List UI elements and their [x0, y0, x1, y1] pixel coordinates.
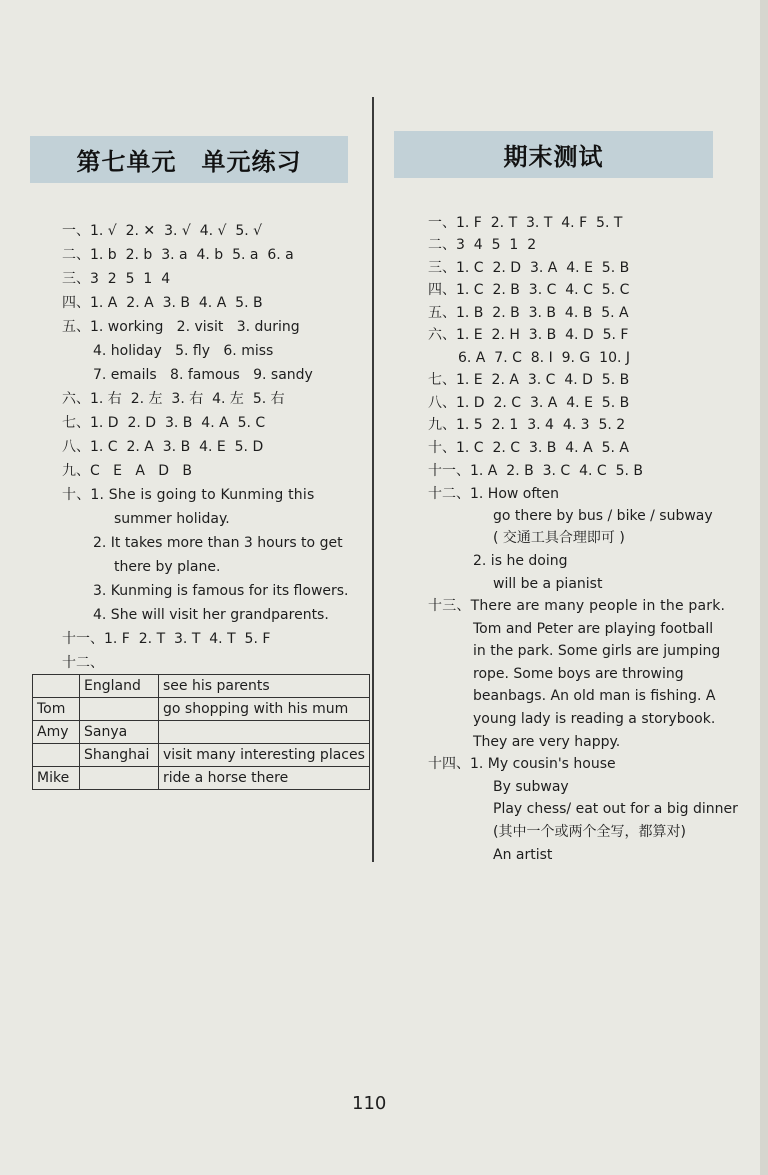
- final-test-title: 期末测试: [394, 131, 713, 178]
- answer-line: Play chess/ eat out for a big dinner: [493, 801, 738, 817]
- answer-line: 一、1. √ 2. ✕ 3. √ 4. √ 5. √: [62, 223, 263, 239]
- answer-line: 十二、1. How often: [428, 486, 560, 502]
- answer-line: 4. She will visit her grandparents.: [93, 607, 329, 623]
- table-row: [33, 721, 370, 744]
- table-cell: Amy: [33, 721, 80, 744]
- table-cell: [80, 698, 159, 721]
- answer-line: 一、1. F 2. T 3. T 4. F 5. T: [428, 215, 623, 231]
- answer-line: 十一、1. F 2. T 3. T 4. T 5. F: [62, 631, 271, 647]
- answer-line: 6. A 7. C 8. I 9. G 10. J: [458, 350, 631, 366]
- answer-line: go there by bus / bike / subway: [493, 508, 713, 524]
- answer-line: 十二、: [62, 655, 104, 671]
- answer-line: 二、3 4 5 1 2: [428, 237, 537, 253]
- table-cell: England: [80, 675, 159, 698]
- answer-line: 五、1. working 2. visit 3. during: [62, 319, 300, 335]
- answer-line: in the park. Some girls are jumping: [473, 643, 721, 659]
- answer-line: there by plane.: [114, 559, 221, 575]
- answer-line: 四、1. A 2. A 3. B 4. A 5. B: [62, 295, 263, 311]
- answer-line: will be a pianist: [493, 576, 603, 592]
- answer-line: young lady is reading a storybook.: [473, 711, 716, 727]
- answer-line: 九、1. 5 2. 1 3. 4 4. 3 5. 2: [428, 417, 626, 433]
- answer-line: By subway: [493, 779, 569, 795]
- table-row: [33, 767, 370, 790]
- answer-line: 十三、There are many people in the park.: [428, 598, 726, 614]
- answer-line: 七、1. D 2. D 3. B 4. A 5. C: [62, 415, 266, 431]
- answer-line: 二、1. b 2. b 3. a 4. b 5. a 6. a: [62, 247, 294, 263]
- answer-line: 三、1. C 2. D 3. A 4. E 5. B: [428, 260, 630, 276]
- page-number: 110: [352, 1093, 387, 1114]
- answer-line: 2. is he doing: [473, 553, 568, 569]
- answer-line: 7. emails 8. famous 9. sandy: [93, 367, 313, 383]
- table-cell: [159, 721, 370, 744]
- table-cell: [80, 767, 159, 790]
- table-cell: ride a horse there: [159, 767, 370, 790]
- answer-line: 六、1. 右 2. 左 3. 右 4. 左 5. 右: [62, 391, 285, 407]
- answer-line: summer holiday.: [114, 511, 230, 527]
- answer-line: (其中一个或两个全写，都算对): [493, 824, 686, 840]
- answer-line: An artist: [493, 847, 553, 863]
- answer-line: beanbags. An old man is fishing. A: [473, 688, 716, 704]
- table-cell: [33, 675, 80, 698]
- table-cell: Sanya: [80, 721, 159, 744]
- answer-line: 三、3 2 5 1 4: [62, 271, 171, 287]
- answer-table: [32, 674, 370, 790]
- answer-line: 十一、1. A 2. B 3. C 4. C 5. B: [428, 463, 643, 479]
- answer-line: 七、1. E 2. A 3. C 4. D 5. B: [428, 372, 630, 388]
- column-divider: [372, 97, 374, 862]
- table-cell: Shanghai: [80, 744, 159, 767]
- table-cell: go shopping with his mum: [159, 698, 370, 721]
- table-row: [33, 698, 370, 721]
- answer-line: 四、1. C 2. B 3. C 4. C 5. C: [428, 282, 630, 298]
- answer-line: 八、1. D 2. C 3. A 4. E 5. B: [428, 395, 630, 411]
- answer-line: 九、C E A D B: [62, 463, 192, 479]
- table-cell: Tom: [33, 698, 80, 721]
- answer-line: 4. holiday 5. fly 6. miss: [93, 343, 274, 359]
- answer-line: They are very happy.: [473, 734, 621, 750]
- answer-line: 六、1. E 2. H 3. B 4. D 5. F: [428, 327, 629, 343]
- answer-line: ( 交通工具合理即可 ): [493, 530, 625, 546]
- table-row: [33, 744, 370, 767]
- answer-line: 3. Kunming is famous for its flowers.: [93, 583, 349, 599]
- answer-line: 十、1. She is going to Kunming this: [62, 487, 315, 503]
- table-cell: [33, 744, 80, 767]
- table-cell: visit many interesting places: [159, 744, 370, 767]
- answer-line: 十、1. C 2. C 3. B 4. A 5. A: [428, 440, 629, 456]
- page-edge: [760, 0, 768, 1175]
- table-cell: Mike: [33, 767, 80, 790]
- answer-line: 十四、1. My cousin's house: [428, 756, 616, 772]
- unit-7-title: 第七单元 单元练习: [30, 136, 348, 183]
- table-row: [33, 675, 370, 698]
- answer-line: Tom and Peter are playing football: [473, 621, 714, 637]
- answer-line: 五、1. B 2. B 3. B 4. B 5. A: [428, 305, 629, 321]
- answer-line: rope. Some boys are throwing: [473, 666, 684, 682]
- answer-line: 2. It takes more than 3 hours to get: [93, 535, 343, 551]
- table-cell: see his parents: [159, 675, 370, 698]
- answer-line: 八、1. C 2. A 3. B 4. E 5. D: [62, 439, 264, 455]
